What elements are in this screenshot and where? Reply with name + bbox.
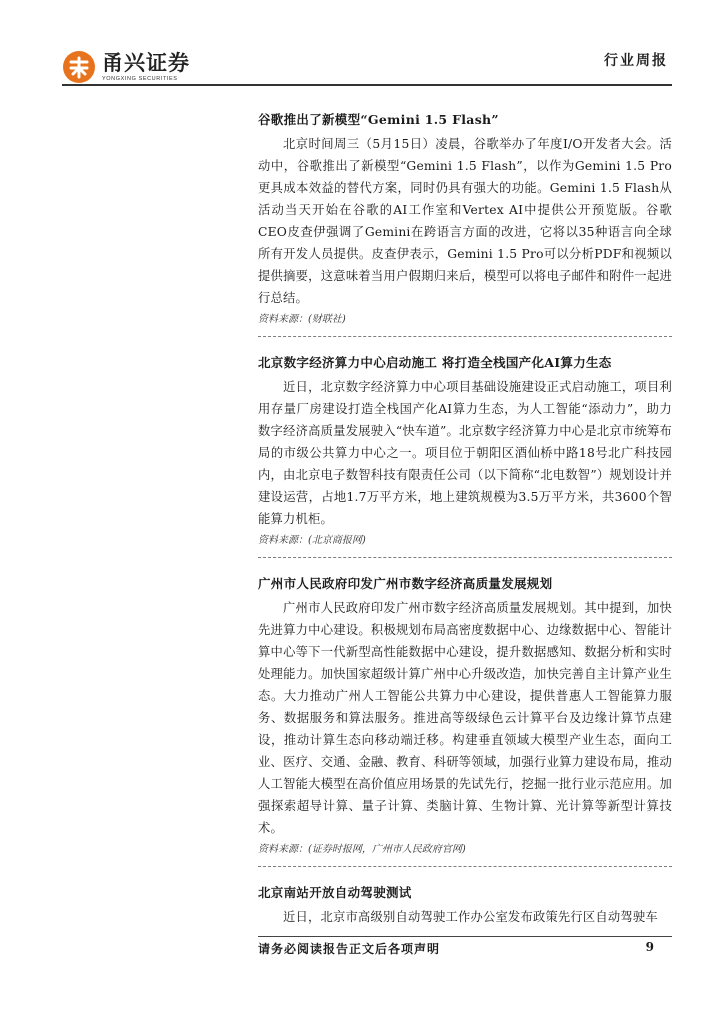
- page-number: 9: [645, 940, 654, 954]
- news-item-beijing-south-station: [258, 883, 672, 928]
- company-logo: [62, 50, 190, 84]
- yongxing-logo-icon: [62, 50, 96, 84]
- header-rule: [62, 84, 672, 86]
- section-divider: [258, 866, 672, 867]
- footer-rule: [258, 936, 672, 937]
- section-heading: 广州市人民政府印发广州市数字经济高质量发展规划: [258, 576, 553, 591]
- section-body: 近日，北京市高级别自动驾驶工作办公室发布政策先行区自动驾驶车: [283, 910, 658, 924]
- section-body: 广州市人民政府印发广州市数字经济高质量发展规划。其中提到，加快先进算力中心建设。积极规划布局高密度数据中心、边缘数据中心、智能计算中心等下一代新型高性能数据中心建设，提升数据感知、数据分析和实时处理能力。加快国家超级计算广州中心升级改造，加快完善自主计算产业生态。大力推动广州人工智能公共算力中心建设，提供普惠人工智能算力服务、数据服务和算法服务。推进高等级绿色云计算平台及边缘计算节点建设，推动计算生态向移动端迁移。构建垂直领域大模型产业生态，面向工业、医疗、交通、金融、教育、科研等领域，加强行业算力建设布局，推动人工智能大模型在高价值应用场景的先试先行，挖掘一批行业示范应用。加强探索超导计算、量子计算、类脑计算、生物计算、光计算等新型计算技术。: [258, 601, 672, 835]
- company-name-en: YONGXING SECURITIES: [102, 76, 178, 82]
- section-heading: 谷歌推出了新模型“Gemini 1.5 Flash”: [258, 112, 499, 127]
- news-item-guangzhou-plan: [258, 574, 672, 858]
- news-item-gemini: [258, 110, 672, 328]
- section-body: 近日，北京数字经济算力中心项目基础设施建设正式启动施工，项目利用存量厂房建设打造全栈国产化AI算力生态，为人工智能“添动力”，助力数字经济高质量发展驶入“快车道”。北京数字经济算力中心是北京市统筹布局的市级公共算力中心之一。项目位于朝阳区酒仙桥中路18号北广科技园内，由北京电子数智科技有限责任公司（以下简称“北电数智”）规划设计并建设运营，占地1.7万平方米，地上建筑规模为3.5万平方米，共3600个智能算力机柜。: [258, 380, 672, 526]
- section-divider: [258, 336, 672, 337]
- news-item-beijing-compute-center: [258, 353, 672, 549]
- company-name-cn: 甬兴证券: [102, 51, 190, 75]
- section-divider: [258, 557, 672, 558]
- report-type: 行业周报: [604, 53, 668, 69]
- section-body: 北京时间周三（5月15日）凌晨，谷歌举办了年度I/O开发者大会。活动中，谷歌推出了新模型“Gemini 1.5 Flash”，以作为Gemini 1.5 Pro更具成本效益的替代方案，同时仍具有强大的功能。Gemini 1.5 Flash从活动当天开始在谷歌的AI工作室和Vertex AI中提供公开预览版。谷歌CEO皮查伊强调了Gemini在跨语言方面的改进，它将以35种语言向全球所有开发人员提供。皮查伊表示，Gemini 1.5 Pro可以分析PDF和视频以提供摘要，这意味着当用户假期归来后，模型可以将电子邮件和附件一起进行总结。: [258, 137, 672, 305]
- source-note: 资料来源：(财联社): [258, 314, 346, 325]
- report-content: [258, 110, 672, 928]
- source-note: 资料来源：(北京商报网): [258, 535, 366, 546]
- section-heading: 北京数字经济算力中心启动施工 将打造全栈国产化AI算力生态: [258, 355, 612, 370]
- source-note: 资料来源：(证券时报网，广州市人民政府官网): [258, 844, 466, 855]
- section-heading: 北京南站开放自动驾驶测试: [258, 885, 412, 900]
- disclaimer-note: 请务必阅读报告正文后各项声明: [258, 942, 441, 956]
